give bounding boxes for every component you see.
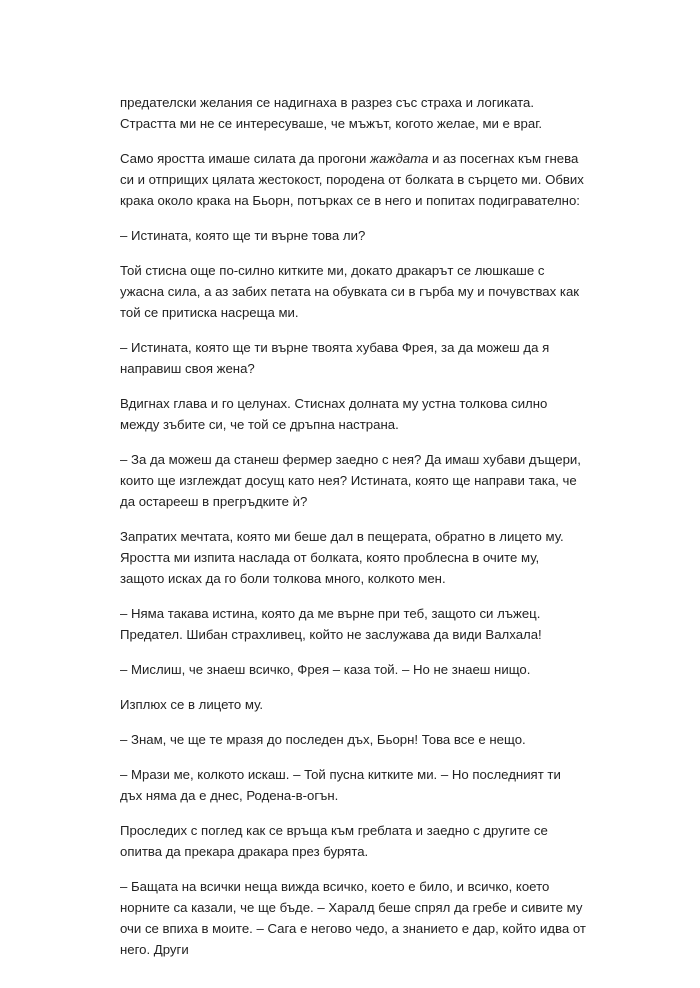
paragraph-14: Проследих с поглед как се връща към греблата и заедно с другите се опитва да прекара дракара през бурята. [120,823,548,859]
paragraph-9: – Няма такава истина, която да ме върне при теб, защото си лъжец. Предател. Шибан страхливец, който не заслужава да види Валхала! [120,606,542,642]
paragraph-6: Вдигнах глава и го целунах. Стиснах долната му устна толкова силно между зъбите си, че той се дръпна настрана. [120,396,548,432]
paragraph-4: Той стисна още по-силно китките ми, докато дракарът се люшкаше с ужасна сила, а аз забих петата на обувката си в гърба му и почувствах как той се притиска насреща ми. [120,263,580,320]
paragraph-5: – Истината, която ще ти върне твоята хубава Фрея, за да можеш да я направиш своя жена? [120,340,550,376]
paragraph-13: – Мрази ме, колкото искаш. – Той пусна китките ми. – Но последният ти дъх няма да е днес, Родена-в-огън. [120,767,561,803]
paragraph-3: – Истината, която ще ти върне това ли? [120,228,366,243]
paragraph-15: – Бащата на всички неща вижда всичко, което е било, и всичко, което норните са казали, че ще бъде. – Харалд беше спрял да гребе и сивите му очи се впиха в моите. – Сага е негово чедо, а знанието е дар, който идва от него. Други [120,879,586,957]
paragraph-7: – За да можеш да станеш фермер заедно с нея? Да имаш хубави дъщери, които ще изглеждат досущ като нея? Истината, която ще направи така, че да остарееш в прегръдките ѝ? [120,452,581,509]
paragraph-10: – Мислиш, че знаеш всичко, Фрея – каза той. – Но не знаеш нищо. [120,662,531,677]
paragraph-11: Изплюх се в лицето му. [120,697,264,712]
paragraph-1: предателски желания се надигнаха в разрез със страха и логиката. Страстта ми не се интересуваше, че мъжът, когото желае, ми е враг. [120,95,543,131]
paragraph-8: Запратих мечтата, която ми беше дал в пещерата, обратно в лицето му. Яростта ми изпита наслада от болката, която проблесна в очите му, защото исках да го боли толкова много, колкото мен. [120,529,564,586]
paragraph-12: – Знам, че ще те мразя до последен дъх, Бьорн! Това все е нещо. [120,732,526,747]
paragraph-2: Само яростта имаше силата да прогони жаждата и аз посегнах към гнева си и отприщих цялата жестокост, породена от болката в сърцето ми. Обвих крака около крака на Бьорн, потърках се в него и попитах подигравателно: [120,151,584,208]
italic-word: жаждата [370,151,429,166]
body-text [120,92,586,974]
